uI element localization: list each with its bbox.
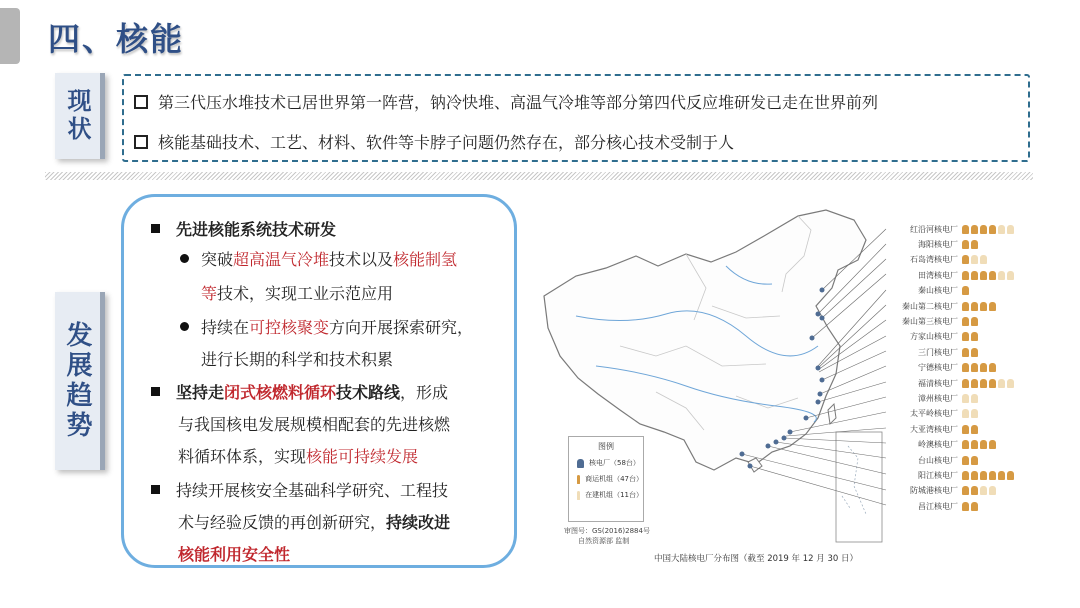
trend-bullet-3-line-1: 持续开展核安全基础科学研究、工程技	[151, 478, 448, 501]
operating-unit-icon	[971, 240, 978, 249]
checkbox-icon	[134, 135, 148, 149]
trend-bullet-2-line-3: 料循环体系，实现核能可持续发展	[178, 447, 419, 466]
operating-unit-icon	[962, 471, 969, 480]
trend-box	[121, 194, 517, 568]
plant-name: 大亚湾核电厂	[910, 424, 958, 434]
plant-name: 岭澳核电厂	[918, 440, 958, 450]
operating-unit-icon	[980, 271, 987, 280]
operating-unit-icon	[962, 240, 969, 249]
plant-name: 宁德核电厂	[918, 363, 958, 373]
trend-label: 发展趋势	[55, 292, 105, 470]
operating-unit-icon	[989, 379, 996, 388]
operating-unit-icon	[971, 425, 978, 434]
building-unit-icon	[980, 486, 987, 495]
operating-unit-icon	[962, 379, 969, 388]
operating-unit-icon	[989, 225, 996, 234]
plant-row	[888, 453, 980, 467]
plant-name: 昌江核电厂	[918, 501, 958, 511]
plant-row	[888, 361, 998, 375]
plant-name: 石岛湾核电厂	[910, 255, 958, 265]
dot-bullet-icon	[180, 322, 189, 331]
plant-row	[888, 391, 980, 405]
slide-title: 四、核能	[48, 20, 185, 58]
operating-unit-icon	[989, 271, 996, 280]
operating-unit-icon	[971, 302, 978, 311]
building-unit-icon	[998, 379, 1005, 388]
operating-unit-icon	[971, 486, 978, 495]
status-item-text: 第三代压水堆技术已居世界第一阵营，钠冷快堆、高温气冷堆等部分第四代反应堆研发已走在世界前列	[158, 93, 879, 112]
dot-bullet-icon	[180, 254, 189, 263]
plant-row	[888, 314, 980, 328]
plant-row	[888, 438, 998, 452]
building-unit-icon	[998, 225, 1005, 234]
plant-name: 三门核电厂	[918, 347, 958, 357]
plant-name: 秦山核电厂	[918, 286, 958, 296]
plant-row	[888, 407, 980, 421]
operating-unit-icon	[989, 440, 996, 449]
building-unit-icon	[971, 409, 978, 418]
building-unit-icon	[1007, 379, 1014, 388]
operating-unit-icon	[962, 255, 969, 264]
legend-row-operating: 商运机组（47台）	[577, 474, 643, 484]
operating-unit-icon	[980, 363, 987, 372]
operating-unit-icon	[989, 302, 996, 311]
building-unit-icon	[971, 255, 978, 264]
operating-unit-icon	[998, 471, 1005, 480]
operating-unit-icon	[980, 302, 987, 311]
building-unit-icon	[980, 255, 987, 264]
operating-unit-icon	[980, 225, 987, 234]
operating-unit-icon	[962, 425, 969, 434]
map-approval-note: 审图号：GS(2016)2884号 自然资源部 监制	[564, 527, 650, 545]
operating-unit-icon	[971, 271, 978, 280]
trend-sub-1-line-1: 突破超高温气冷堆技术以及核能制氢	[180, 247, 457, 270]
plant-name: 方家山核电厂	[910, 332, 958, 342]
legend-row-building: 在建机组（11台）	[577, 490, 643, 500]
trend-bullet-1: 先进核能系统技术研发	[151, 217, 336, 240]
legend-title: 图例	[598, 442, 614, 451]
operating-unit-icon	[962, 456, 969, 465]
building-unit-icon	[989, 486, 996, 495]
operating-unit-icon	[980, 379, 987, 388]
legend-row-plant: 核电厂（58台）	[577, 458, 643, 468]
status-item-text: 核能基础技术、工艺、材料、软件等卡脖子问题仍然存在，部分核心技术受制于人	[158, 133, 735, 152]
trend-sub-2-line-2: 进行长期的科学和技术积累	[201, 350, 394, 369]
operating-unit-icon	[962, 302, 969, 311]
trend-bullet-2-line-2: 与我国核电发展规模相配套的先进核燃	[178, 415, 451, 434]
operating-unit-icon	[989, 363, 996, 372]
plant-icon	[577, 459, 584, 468]
operating-unit-icon	[989, 471, 996, 480]
plant-name: 福清核电厂	[918, 378, 958, 388]
map-caption: 中国大陆核电厂分布图（截至 2019 年 12 月 30 日）	[654, 554, 858, 564]
plant-row	[888, 284, 971, 298]
plant-row	[888, 468, 1016, 482]
trend-bullet-3-line-3: 核能利用安全性	[178, 545, 291, 564]
plant-name: 秦山第三核电厂	[902, 316, 958, 326]
operating-unit-icon	[962, 271, 969, 280]
trend-sub-1-line-2: 等技术，实现工业示范应用	[201, 284, 394, 303]
operating-unit-icon	[962, 486, 969, 495]
square-bullet-icon	[151, 224, 160, 233]
plant-row	[888, 299, 998, 313]
operating-unit-icon	[962, 363, 969, 372]
corner-tab	[0, 8, 20, 64]
operating-unit-icon	[980, 471, 987, 480]
plant-name: 海阳核电厂	[918, 239, 958, 249]
plant-row	[888, 237, 980, 251]
trend-bullet-2-line-1: 坚持走闭式核燃料循环技术路线，形成	[151, 380, 448, 403]
plant-row	[888, 345, 980, 359]
plant-row	[888, 330, 980, 344]
plant-name: 田湾核电厂	[918, 270, 958, 280]
plant-row	[888, 268, 1016, 282]
status-label: 现状	[55, 73, 105, 159]
operating-unit-icon	[962, 348, 969, 357]
operating-unit-icon	[577, 475, 580, 484]
operating-unit-icon	[971, 456, 978, 465]
checkbox-icon	[134, 95, 148, 109]
operating-unit-icon	[971, 379, 978, 388]
operating-unit-icon	[971, 348, 978, 357]
operating-unit-icon	[971, 471, 978, 480]
building-unit-icon	[962, 409, 969, 418]
operating-unit-icon	[962, 440, 969, 449]
trend-bullet-3-line-2: 术与经验反馈的再创新研究，持续改进	[178, 513, 451, 532]
operating-unit-icon	[962, 225, 969, 234]
operating-unit-icon	[971, 502, 978, 511]
plant-name: 太平岭核电厂	[910, 409, 958, 419]
plant-row	[888, 222, 1016, 236]
plant-name: 防城港核电厂	[910, 486, 958, 496]
square-bullet-icon	[151, 387, 160, 396]
operating-unit-icon	[962, 502, 969, 511]
building-unit-icon	[1007, 271, 1014, 280]
operating-unit-icon	[971, 363, 978, 372]
trend-sub-2-line-1: 持续在可控核聚变方向开展探索研究，	[180, 315, 473, 338]
nuclear-plant-map	[536, 196, 1036, 568]
operating-unit-icon	[1007, 471, 1014, 480]
building-unit-icon	[577, 491, 580, 500]
operating-unit-icon	[980, 440, 987, 449]
status-item	[134, 130, 734, 153]
plant-row	[888, 499, 980, 513]
plant-row	[888, 376, 1016, 390]
mainland-outline	[544, 210, 866, 470]
plant-name: 红沿河核电厂	[910, 224, 958, 234]
operating-unit-icon	[971, 332, 978, 341]
building-unit-icon	[971, 394, 978, 403]
operating-unit-icon	[971, 440, 978, 449]
building-unit-icon	[962, 394, 969, 403]
building-unit-icon	[998, 271, 1005, 280]
operating-unit-icon	[962, 332, 969, 341]
operating-unit-icon	[971, 317, 978, 326]
map-legend	[568, 436, 644, 522]
operating-unit-icon	[962, 317, 969, 326]
plant-name: 阳江核电厂	[918, 470, 958, 480]
taiwan-island	[828, 404, 836, 424]
status-item	[134, 90, 878, 113]
building-unit-icon	[1007, 225, 1014, 234]
operating-unit-icon	[971, 225, 978, 234]
plant-row	[888, 422, 980, 436]
plant-name: 漳州核电厂	[918, 393, 958, 403]
square-bullet-icon	[151, 485, 160, 494]
plant-row	[888, 253, 989, 267]
plant-row	[888, 484, 998, 498]
plant-name: 台山核电厂	[918, 455, 958, 465]
section-divider	[45, 172, 1033, 180]
status-box	[122, 74, 1030, 162]
plant-name: 秦山第二核电厂	[902, 301, 958, 311]
operating-unit-icon	[962, 286, 969, 295]
